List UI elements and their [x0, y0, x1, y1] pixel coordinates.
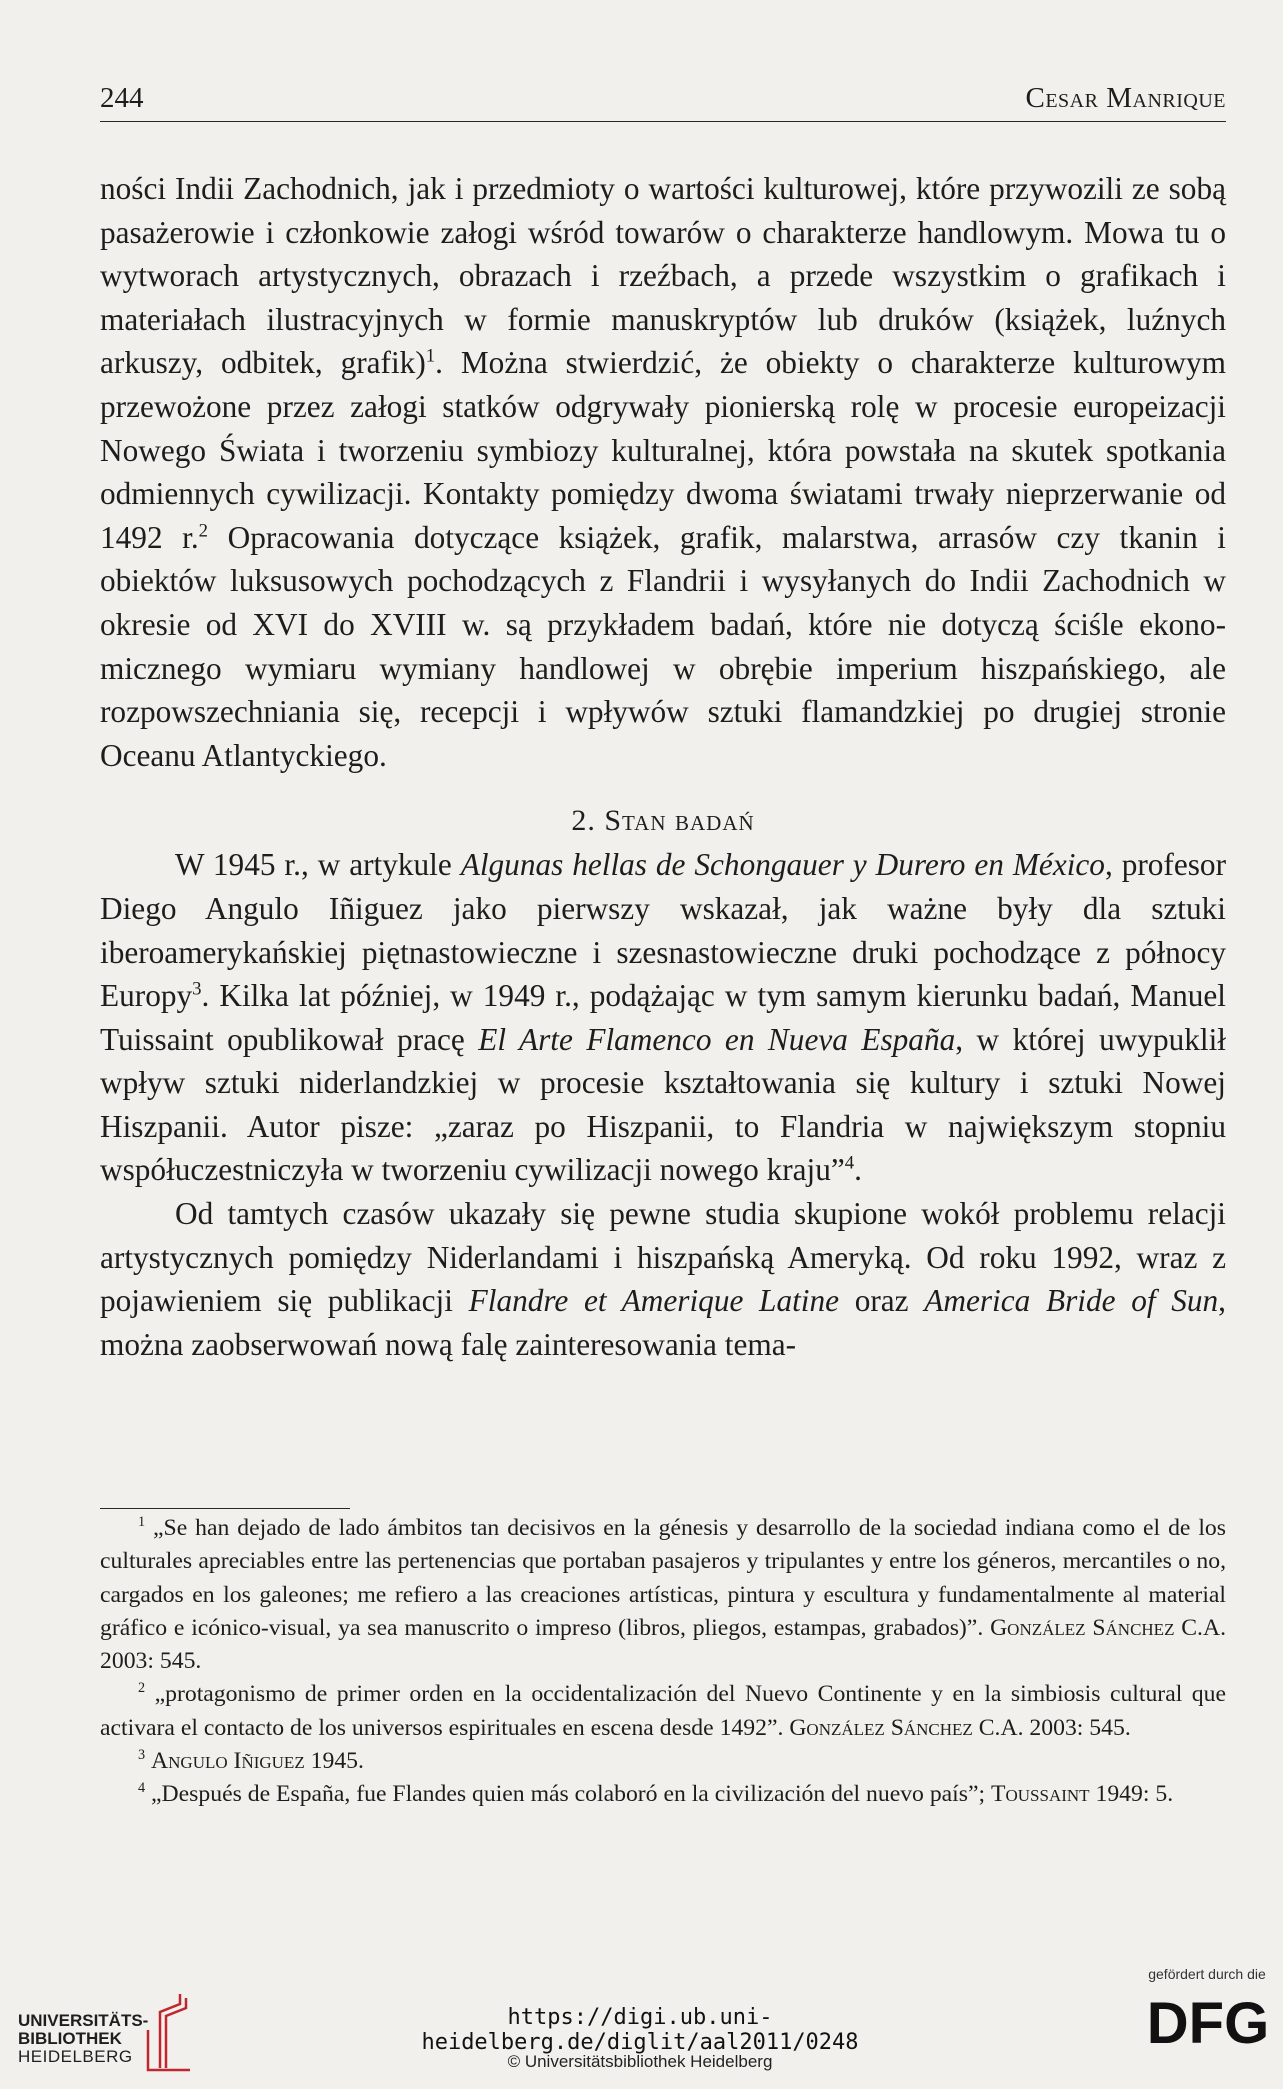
footnote: $^2$ „protagonismo de primer orden en la occidentalización del Nuevo Continente y en la simbiosis cultural que activara el contacto de los universos espirituales en escena desde 1492”. González Sánchez C.A. 2003: 545.	[100, 1680, 1226, 1741]
page-number: 244	[100, 82, 144, 114]
paragraph-3: Od tamtych czasów ukazały się pewne studia skupione wokół problemu relacji artystycznych pomiędzy Niderlandami i hiszpańską Ameryką. Od roku 1992, wraz z pojawieniem się publikacji Flandre et Amerique Latine oraz America Bride of Sun, można zaobserwowań nową falę zainteresowania tema-	[100, 1196, 1226, 1362]
footnote-ref-3: 3	[192, 978, 202, 1000]
paragraph-1: ności Indii Zachodnich, jak i przedmioty o wartości kulturowej, które przywozili ze sobą pasażerowie i członkowie załogi wśród towarów o charakterze handlowym. Mowa tu o wytworach artystycznych, obrazach i rzeźbach, a przede wszystkim o grafikach i materiałach ilustracyjnych w formie manuskryptów lub druków (książek, luźnych arkuszy, odbitek, grafik)$^1$. Można stwierdzić, że obiekty o charakterze kulturowym przewożone przez załogi statków odgrywały pionierską rolę w procesie europeizacji Nowego Świata i tworzeniu symbiozy kulturalnej, która powstała na skutek spotkania odmiennych cywilizacji. Kontakty pomiędzy dwoma światami trwały nieprzerwanie od 1492 r.$^2$ Opracowania dotyczące książek, grafik, malarstwa, arrasów czy tkanin i obiektów luksusowych pochodzących z Flandrii i wysyłanych do Indii Zachodnich w okresie od XVI do XVIII w. są przykładem badań, które nie dotyczą ściśle ekonomicznego wymiaru wymiany handlowej w obrębie imperium hiszpańskiego, ale rozpowszechniania się, recepcji i wpływów sztuki flamandzkiej po drugiej stronie Oceanu Atlantyckiego.	[100, 171, 1226, 773]
footnote: $^1$ „Se han dejado de lado ámbitos tan decisivos en la génesis y desarrollo de la sociedad indiana como el de los culturales apreciables entre las pertenencias que portaban pasajeros y tripulantes y entre los géneros, mercantiles o no, cargados en los galeones; me refiero a las creaciones artísticas, pintura y escultura y fundamentalmente al material gráfico e icónico-visual, ya sea manuscrito o impreso (libros, pliegos, estampas, grabados)”. González Sánchez C.A. 2003: 545.	[100, 1514, 1227, 1675]
svg-text:DFG: DFG	[1146, 1991, 1270, 2055]
copyright-notice: © Universitätsbibliothek Heidelberg	[507, 2052, 773, 2071]
footnote: $^3$ Angulo Iñiguez 1945.	[138, 1747, 364, 1775]
paragraph-2: W 1945 r., w artykule Algunas hellas de Schongauer y Durero en México, profesor Diego Angulo Iñiguez jako pierwszy wskazał, jak ważne były dla sztuki iberoamerykańskiej piętnastowieczne i szesnastowieczne druki pochodzące z północy Europy$^3$. Kilka lat później, w 1949 r., podążając w tym samym kierunku badań, Manuel Tuissaint opublikował pracę El Arte Flamenco en Nueva España, w której uwypuklił wpływ sztuki niderlandzkiej w procesie kształtowania się kultury i sztuki Nowej Hiszpanii. Autor pisze: „zaraz po Hiszpanii, to Flandria w największym stopniu współuczestniczyła w tworzeniu cywilizacji nowego kraju”$^4$.	[100, 847, 1226, 1188]
section-heading: 2. Stan badań	[571, 804, 755, 838]
dfg-logo-icon	[1138, 1985, 1278, 2055]
library-logo-icon	[140, 1990, 192, 2072]
running-head	[100, 80, 1226, 122]
footnote-ref-1: 1	[425, 345, 436, 367]
library-logo-text: UNIVERSITÄTS- BIBLIOTHEK HEIDELBERG	[18, 2011, 149, 2066]
main-text	[100, 167, 1226, 1366]
footnote-ref-2: 2	[198, 520, 209, 542]
funding-note: gefördert durch die	[1148, 1966, 1266, 1982]
footnote: $^4$ „Después de España, fue Flandes quien más colaboró en la civilización del nuevo país”; Toussaint 1949: 5.	[138, 1780, 1174, 1808]
footnote-ref-4: 4	[844, 1153, 855, 1175]
source-url-link[interactable]: https://digi.ub.uni-heidelberg.de/diglit/aal2011/0248	[421, 2005, 859, 2055]
footnotes	[100, 1512, 1226, 1812]
footnote-divider	[100, 1508, 350, 1509]
running-title: Cesar Manrique	[1025, 82, 1226, 114]
